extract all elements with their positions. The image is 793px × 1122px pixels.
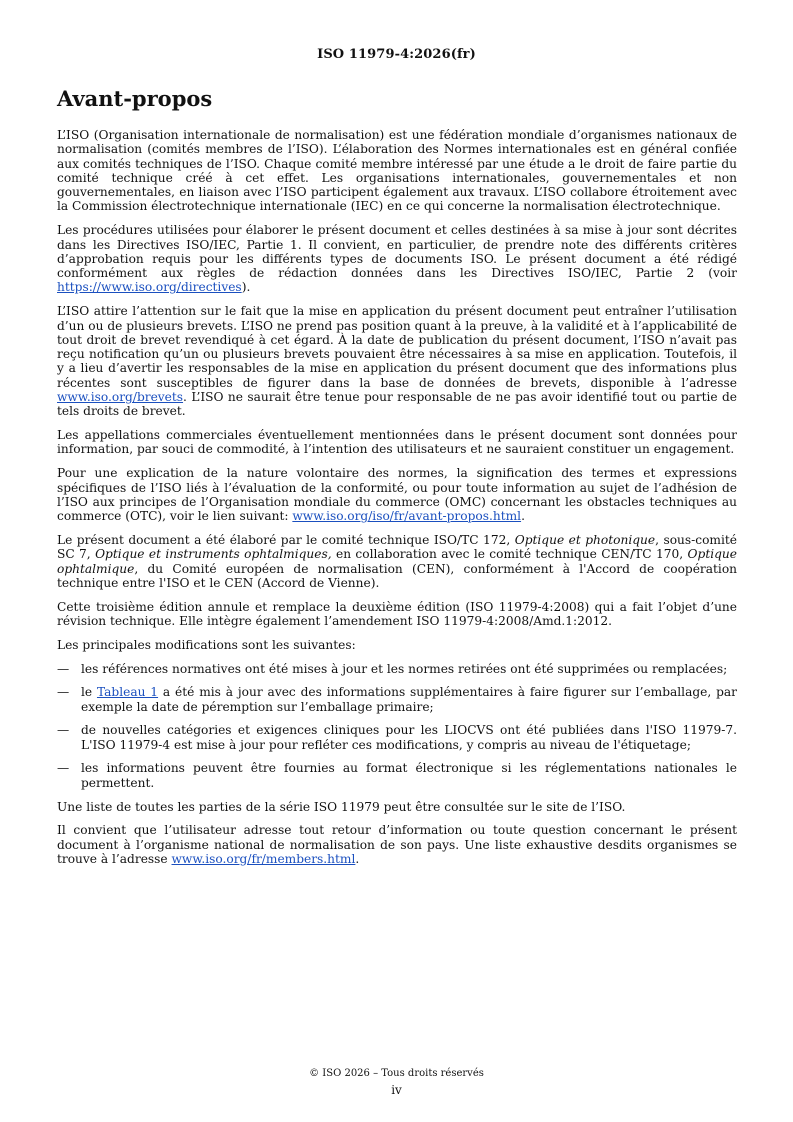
list-dash: —	[57, 685, 70, 700]
paragraph-text: L’ISO attire l’attention sur le fait que la mise en application du présent document peut entraîner l’utilisation d’un ou de plusieurs brevets. L’ISO ne prend pas position quant à la preuve, à la validité et à l’applicabilité de tout droit de brevet revendiqué à cet égard. À la date de publication du présent document, l’ISO n’avait pas reçu notification qu’un ou plusieurs brevets pouvaient être nécessaires à sa mise en application. Toutefois, il y a lieu d’avertir les responsables de la mise en application du présent document que des informations plus récentes sont susceptibles de figurer dans la base de données de brevets, disponible à l’adresse	[57, 304, 737, 390]
paragraph-text: Pour une explication de la nature volontaire des normes, la signification des termes et expressions spécifiques de l’ISO liés à l’évaluation de la conformité, ou pour toute information au sujet de l’adhésion de l’ISO aux principes de l’Organisation mondiale du commerce (OMC) concernant les obstacles techniques au commerce (OTC), voir le lien suivant:	[57, 466, 737, 524]
paragraph-text: , sous-comité SC 7,	[57, 532, 737, 562]
table-1-link[interactable]: Tableau 1	[96, 685, 159, 700]
paragraph-text: Le présent document a été élaboré par le comité technique ISO/TC 172,	[57, 532, 515, 547]
page-title: Avant-propos	[57, 86, 213, 111]
paragraph-text: , du Comité européen de normalisation (CEN), conformément à l'Accord de coopération technique entre l'ISO et le CEN (Accord de Vienne).	[57, 561, 737, 590]
changes-list	[57, 662, 737, 791]
paragraph-text-end: ).	[241, 280, 251, 295]
list-dash: —	[57, 661, 70, 676]
page-footer	[0, 1066, 793, 1098]
paragraph-edition: Cette troisième édition annule et remplace la deuxième édition (ISO 11979-4:2008) qui a fait l’objet d’une révision technique. Elle intègre également l’amendement ISO 11979-4:2008/Amd.1:2012.	[57, 599, 737, 628]
paragraph-voluntary-nature	[57, 466, 737, 523]
list-item-text: les références normatives ont été mises à jour et les normes retirées ont été supprimées ou remplacées;	[81, 661, 728, 676]
copyright-notice: © ISO 2026 – Tous droits réservés	[309, 1068, 484, 1079]
paragraph-text-end: .	[521, 509, 525, 524]
list-item	[57, 662, 737, 676]
paragraph-trade-names: Les appellations commerciales éventuellement mentionnées dans le présent document sont données pour information, par souci de commodité, à l’intention des utilisateurs et ne sauraient constituer un engagement.	[57, 428, 737, 457]
paragraph-text: Il convient que l’utilisateur adresse tout retour d’information ou toute question concernant le présent document à l’organisme national de normalisation de son pays. Une liste exhaustive desdits organismes se trouve à l’adresse	[57, 823, 737, 866]
members-link[interactable]: www.iso.org/fr/members.html	[171, 851, 356, 866]
patents-link[interactable]: www.iso.org/brevets	[57, 390, 184, 405]
list-item	[57, 761, 737, 790]
foreword-info-link[interactable]: www.iso.org/iso/fr/avant-propos.html	[292, 509, 522, 524]
list-item-text: le	[81, 685, 97, 700]
list-item-text: de nouvelles catégories et exigences cliniques pour les LIOCVS ont été publiées dans l'ISO 11979-7. L'ISO 11979-4 est mise à jour pour refléter ces modifications, y compris au niveau de l'étiquetage;	[81, 723, 737, 752]
paragraph-procedures	[57, 223, 737, 294]
committee-title: Optique et photonique	[514, 532, 656, 547]
list-dash: —	[57, 761, 70, 776]
paragraph-committee	[57, 533, 737, 590]
paragraph-text-end: .	[355, 851, 360, 866]
paragraph-series-list: Une liste de toutes les parties de la série ISO 11979 peut être consultée sur le site de l’ISO.	[57, 799, 626, 814]
list-item-text: les informations peuvent être fournies au format électronique si les réglementations nationales le permettent.	[81, 761, 737, 790]
list-item-text: a été mis à jour avec des informations supplémentaires à faire figurer sur l’emballage, par exemple la date de péremption sur l’emballage primaire;	[81, 685, 737, 714]
list-item	[57, 685, 737, 714]
paragraph-text-end: . L’ISO ne saurait être tenue pour responsable de ne pas avoir identifié tout ou partie de tels droits de brevet.	[57, 390, 737, 419]
paragraph-iso-intro: L’ISO (Organisation internationale de normalisation) est une fédération mondiale d’organismes nationaux de normalisation (comités membres de l’ISO). L’élaboration des Normes internationales est en général confiée aux comités techniques de l’ISO. Chaque comité membre intéressé par une étude a le droit de faire partie du comité technique créé à cet effet. Les organisations internationales, gouvernementales et non gouvernementales, en liaison avec l’ISO participent également aux travaux. L’ISO collabore étroitement avec la Commission électrotechnique internationale (IEC) en ce qui concerne la normalisation électrotechnique.	[57, 128, 737, 214]
foreword-body	[57, 128, 737, 876]
paragraph-changes-intro: Les principales modifications sont les suivantes:	[57, 637, 356, 652]
list-item	[57, 723, 737, 752]
list-dash: —	[57, 723, 70, 738]
cen-committee-title: Optique ophtalmique	[57, 547, 737, 576]
paragraph-feedback	[57, 823, 737, 866]
paragraph-text: en collaboration avec le comité technique CEN/TC 170,	[331, 547, 688, 562]
document-id-header: ISO 11979-4:2026(fr)	[317, 47, 476, 62]
paragraph-text: Les procédures utilisées pour élaborer le présent document et celles destinées à sa mise à jour sont décrites dans les Directives ISO/IEC, Partie 1. Il convient, en particulier, de prendre note des différents critères d’approbation requis pour les différents types de documents ISO. Le présent document a été rédigé conformément aux règles de rédaction données dans les Directives ISO/IEC, Partie 2 (voir	[57, 223, 737, 281]
paragraph-patents	[57, 304, 737, 418]
directives-link[interactable]: https://www.iso.org/directives	[57, 280, 242, 295]
subcommittee-title: Optique et instruments ophtalmiques,	[95, 547, 332, 562]
page-number: iv	[391, 1083, 402, 1097]
